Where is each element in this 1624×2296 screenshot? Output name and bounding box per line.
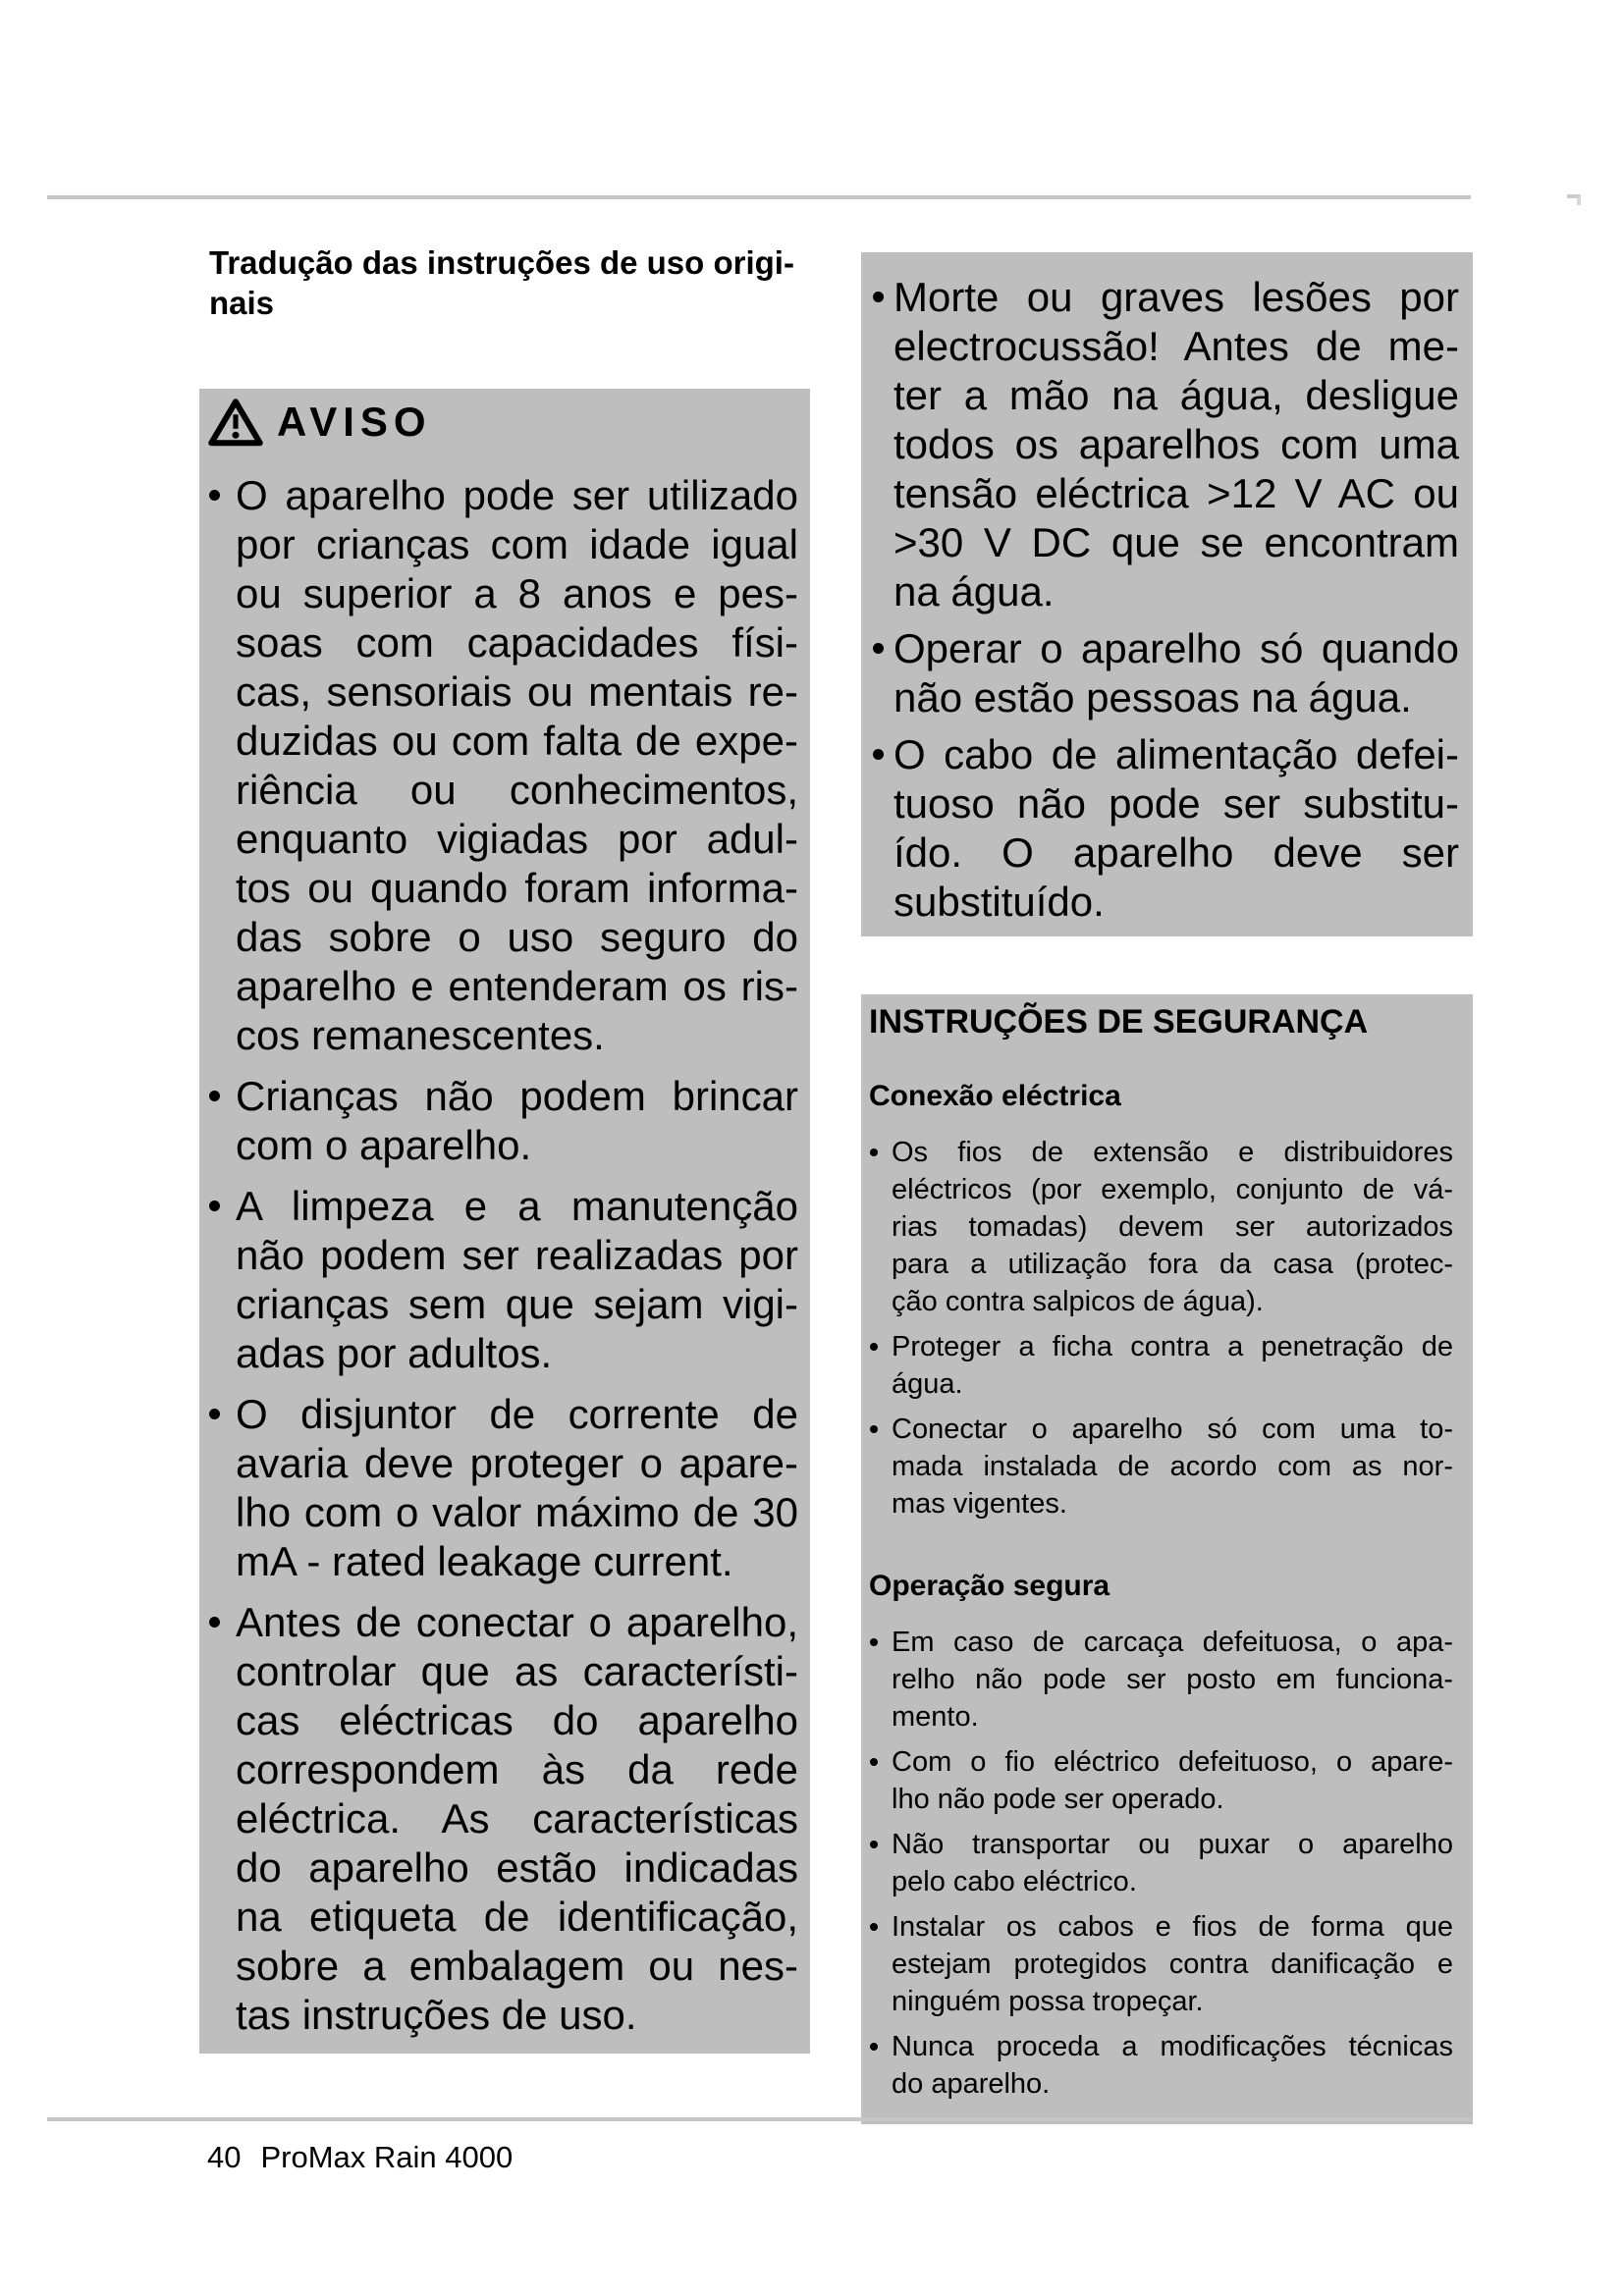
safety-instructions-box [861,994,1473,2124]
scan-artifact-mark [1567,194,1581,205]
list-item [861,1624,1473,1735]
list-item [861,2028,1473,2103]
bullet-marker [873,643,884,654]
bullet-marker [870,1638,878,1646]
bullet-marker [870,2043,878,2051]
bullet-text: Morte ou graves lesões por electrocussão! Antes de me- ter a mão na água, desligue todos os aparelhos com uma tensão eléctrica >12 V AC ou >30 V DC que se encontram na água. [893,274,1459,614]
bullet-marker [870,1841,878,1848]
list-item [861,1743,1473,1818]
bullet-marker [870,1148,878,1156]
warning-title: AVISO [277,399,432,445]
list-item [199,1182,810,1378]
safety-box-title: INSTRUÇÕES DE SEGURANÇA [869,1003,1369,1041]
bullet-marker [870,1923,878,1931]
list-item [861,624,1473,722]
warning-header [199,395,810,450]
list-item [861,1134,1473,1320]
list-item [199,471,810,1060]
list-item [861,273,1473,616]
page-title: Tradução das instruções de uso origi- nais [209,244,794,321]
bullet-text: Com o fio eléctrico defeituoso, o apare- lho não pode ser operado. [892,1746,1453,1815]
bullet-marker [209,490,220,501]
list-item [861,1328,1473,1403]
bullet-marker [870,1758,878,1766]
page-footer [207,2140,513,2175]
bullet-text: Crianças não podem brincar com o aparelho. [236,1073,798,1168]
bullet-text: Os fios de extensão e distribuidores eléctricos (por exemplo, conjunto de vá- rias tomadas) devem ser autorizados para a utilização fora da casa (protec- ção contra salpicos de água). [892,1137,1453,1317]
bullet-text: Operar o aparelho só quando não estão pessoas na água. [893,625,1459,721]
bullet-text: Em caso de carcaça defeituosa, o apa- relho não pode ser posto em funciona- mento. [892,1627,1453,1733]
warning-box-right [861,252,1473,936]
list-item [199,1598,810,2040]
bullet-text: Proteger a ficha contra a penetração de água. [892,1331,1453,1400]
list-item [861,1411,1473,1522]
list-item [861,730,1473,927]
bullet-marker [870,1425,878,1433]
list-item [861,1826,1473,1900]
list-item [199,1390,810,1586]
list-item [199,1072,810,1170]
bullet-text: A limpeza e a manutenção não podem ser realizadas por crianças sem que sejam vigi- adas por adultos. [236,1183,798,1376]
bullet-text: Nunca proceda a modificações técnicas do aparelho. [892,2031,1453,2100]
bullet-marker [209,1091,220,1101]
bullet-marker [870,1343,878,1351]
bullet-text: Antes de conectar o aparelho, controlar que as característi- cas eléctricas do aparelho correspondem às da rede eléctrica. As características do aparelho estão indicadas na etiqueta de identificação, sobre a embalagem ou nes- tas instruções de uso. [236,1599,798,2038]
bullet-marker [209,1617,220,1628]
bullet-text: Não transportar ou puxar o aparelho pelo cabo eléctrico. [892,1829,1453,1897]
bullet-text: O disjuntor de corrente de avaria deve proteger o apare- lho com o valor máximo de 30 mA - rated leakage current. [236,1391,798,1584]
section-subtitle-safe-operation: Operação segura [869,1570,1110,1602]
bullet-marker [873,749,884,760]
warning-box-left [199,389,810,2054]
bullet-marker [209,1409,220,1419]
bullet-marker [873,292,884,302]
bottom-divider [47,2117,1471,2121]
product-name: ProMax Rain 4000 [260,2140,514,2174]
bullet-text: Instalar os cabos e fios de forma que estejam protegidos contra danificação e ninguém possa tropeçar. [892,1911,1453,2017]
top-divider [47,195,1471,199]
warning-triangle-icon [208,398,263,447]
bullet-marker [209,1201,220,1211]
bullet-text: O cabo de alimentação defei- tuoso não pode ser substitu- ído. O aparelho deve ser substituído. [893,731,1459,925]
page-number: 40 [207,2140,242,2174]
section-subtitle-electrical: Conexão eléctrica [869,1080,1121,1112]
list-item [861,1908,1473,2020]
bullet-text: O aparelho pode ser utilizado por crianças com idade igual ou superior a 8 anos e pes- soas com capacidades físi- cas, sensoriais ou mentais re- duzidas ou com falta de expe- riência ou conhecimentos, enquanto vigiadas por adul- tos ou quando foram informa- das sobre o uso seguro do aparelho e entenderam os ris- cos remanescentes. [236,472,798,1058]
bullet-text: Conectar o aparelho só com uma to- mada instalada de acordo com as nor- mas vigentes. [892,1414,1453,1520]
